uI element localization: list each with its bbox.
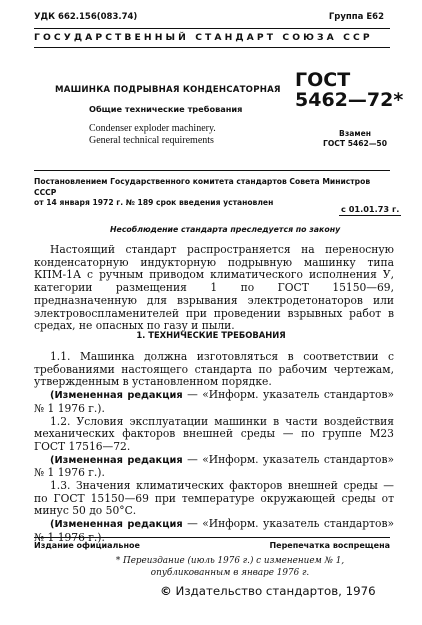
clause-1-1: 1.1. Машинка должна изготовляться в соответствии с требованиями настоящего стандарта по рабочим чертежам, утвержденным в установленном порядке. — [34, 350, 394, 389]
replaces-code: ГОСТ 5462—50 — [323, 139, 387, 148]
gost-number — [295, 70, 403, 110]
decree-line-2: от 14 января 1972 г. № 189 срок введения установлен — [34, 198, 274, 207]
replaces-standard — [323, 129, 387, 149]
title-en-line-2: General technical requirements — [89, 135, 214, 146]
clause-1-3: 1.3. Значения климатических факторов внешней среды — по ГОСТ 15150—69 при температуре окружающей среды от минус 50 до 50°С. — [34, 479, 394, 518]
intro-paragraph — [34, 244, 394, 333]
official-edition: Издание официальное — [34, 541, 140, 550]
copyright — [160, 584, 376, 598]
footer-rule — [34, 537, 390, 538]
header-bottom-rule — [34, 47, 390, 48]
title-en-line-1: Condenser exploder machinery. — [89, 123, 216, 134]
title-block-rule — [34, 170, 390, 171]
clause-1-2: 1.2. Условия эксплуатации машинки в части воздействия механических факторов внешней среды — по группе М23 ГОСТ 17516—72. — [34, 414, 394, 453]
copyright-icon: © — [160, 584, 172, 598]
standard-header-title: ГОСУДАРСТВЕННЫЙ СТАНДАРТ СОЮЗА ССР — [34, 32, 373, 43]
section-body — [34, 351, 394, 545]
amendment-source: — «Информ. указатель стандартов» № 1 1976 г.). — [34, 388, 394, 415]
document-title-en — [89, 123, 216, 147]
section-title: 1. ТЕХНИЧЕСКИЕ ТРЕБОВАНИЯ — [136, 330, 286, 340]
gost-code: 5462—72* — [295, 89, 404, 111]
amendment-note-2 — [34, 454, 394, 480]
amendment-source: — «Информ. указатель стандартов» № 1 1976 г.). — [34, 452, 394, 480]
amendment-label: (Измененная редакция — [50, 519, 183, 531]
amendment-source: — «Информ. указатель стандартов» № 1 1976 г.). — [34, 517, 394, 544]
amendment-note-1 — [34, 389, 394, 415]
intro-text: Настоящий стандарт распространяется на переносную конденсаторную индукторную подрывную машинку типа КПМ-1А с ручным приводом климатического исполнения У, категории размещения 1 по ГОСТ 15150—69, предназначенную для взрывания электродетонаторов или электровоспламенителей при проведении взрывных работ в средах, не опасных по газу и пыли. — [34, 243, 394, 333]
document-title-ru: МАШИНКА ПОДРЫВНАЯ КОНДЕНСАТОРНАЯ — [55, 85, 281, 95]
effective-date: с 01.01.73 г. — [341, 204, 400, 214]
decree-line-1: Постановлением Государственного комитета стандартов Совета Министров СССР — [34, 177, 371, 197]
udc-code: УДК 662.156(083.74) — [34, 12, 138, 22]
reissue-note-line-2: опубликованным в январе 1976 г. — [150, 567, 310, 578]
document-subtitle-ru: Общие технические требования — [89, 104, 243, 114]
copyright-text: Издательство стандартов, 1976 — [175, 584, 376, 598]
amendment-label: (Измененная редакция — [50, 390, 183, 402]
reprint-prohibited: Перепечатка воспрещена — [269, 541, 390, 550]
gost-label: ГОСТ — [295, 69, 351, 91]
reissue-note-line-1: * Переиздание (июль 1976 г.) с изменением № 1, — [115, 556, 345, 566]
amendment-label: (Измененная редакция — [50, 454, 183, 466]
legal-notice: Несоблюдение стандарта преследуется по закону — [110, 225, 341, 234]
group-code: Группа Е62 — [328, 12, 384, 22]
reissue-note — [80, 556, 380, 579]
header-top-rule — [34, 28, 390, 29]
replaces-label: Взамен — [339, 129, 371, 138]
